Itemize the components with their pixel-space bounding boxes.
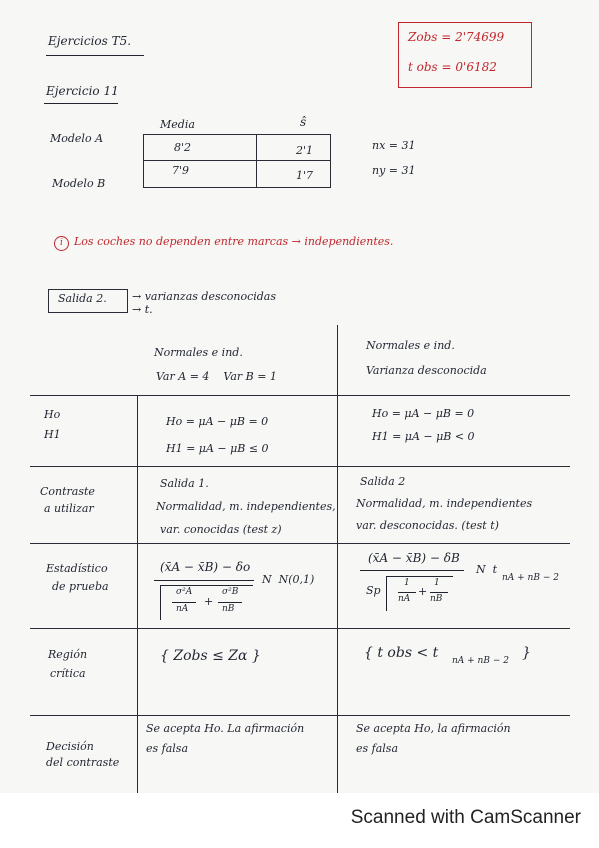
region-c1: { Zobs ≤ Zα } [160, 648, 261, 664]
stat-c2-distribution: N t [476, 563, 498, 576]
region-c2-close: } [522, 645, 531, 661]
region-label-1: Región [48, 648, 88, 661]
table-line-2 [30, 466, 570, 467]
stat-c2-f1-den: nA [398, 594, 411, 604]
stat-label-1: Estadístico [46, 562, 108, 575]
decision-c2-b: es falsa [356, 742, 399, 755]
heading-underline [46, 55, 144, 56]
stat-c1-n-b: nB [222, 604, 235, 614]
stat-c2-f2-num: 1 [434, 578, 440, 588]
col1-top-line1: Normales e ind. [154, 346, 243, 359]
decision-c1-b: es falsa [146, 742, 189, 755]
stat-c2-f2-bar [430, 592, 448, 593]
region-c2: { t obs < t [364, 645, 439, 661]
stat-c2-f1-num: 1 [404, 578, 410, 588]
stat-c1-sigma-b: σ²B [222, 587, 239, 597]
output-box-label: Salida 2. [58, 292, 107, 305]
hyp-c2-h1: H1 = μA − μB < 0 [372, 430, 475, 443]
col-media-header: Media [160, 118, 195, 131]
row-label-model-b: Modelo B [52, 177, 106, 190]
contrast-c2-a: Salida 2 [360, 475, 406, 488]
hyp-c2-h0: Ho = μA − μB = 0 [372, 407, 475, 420]
note-icon: i [54, 236, 69, 251]
col2-top-line2: Varianza desconocida [366, 364, 487, 377]
contrast-label-1: Contraste [40, 485, 95, 498]
page-heading: Ejercicios T5. [48, 34, 132, 48]
decision-c1-a: Se acepta Ho. La afirmación [146, 722, 305, 735]
decision-label-1: Decisión [46, 740, 94, 753]
stat-c2-df: nA + nB − 2 [502, 573, 559, 583]
s-b: 1'7 [296, 169, 314, 182]
region-label-2: crítica [50, 667, 86, 680]
stat-c1-sub-bar-a [172, 602, 196, 603]
table-line-4 [30, 628, 570, 629]
row-label-model-a: Modelo A [50, 132, 104, 145]
stat-c1-sigma-a: σ²A [176, 587, 193, 597]
decision-label-2: del contraste [46, 756, 120, 769]
region-c2-df: nA + nB − 2 [452, 656, 509, 666]
stat-c2-sp: Sp [366, 584, 381, 597]
contrast-c1-b: Normalidad, m. independientes, [156, 500, 336, 513]
nx-value: nx = 31 [372, 139, 416, 152]
contrast-c2-b: Normalidad, m. independientes [356, 497, 533, 510]
stat-c1-plus: + [204, 595, 214, 608]
col1-top-line2: Var A = 4 Var B = 1 [156, 370, 277, 383]
tobs-result: t obs = 0'6182 [408, 60, 497, 74]
stat-c1-sub-bar-b [218, 602, 242, 603]
stat-c1-numerator: (x̄A − x̄B) − δo [160, 560, 251, 574]
stat-c2-f1-bar [398, 592, 416, 593]
hyp-c1-h0: Ho = μA − μB = 0 [166, 415, 269, 428]
stat-c2-fraction-bar [360, 570, 464, 571]
exercise-title: Ejercicio 11 [46, 84, 119, 98]
s-a: 2'1 [296, 144, 314, 157]
decision-c2-a: Se acepta Ho, la afirmación [356, 722, 511, 735]
ny-value: ny = 31 [372, 164, 416, 177]
contrast-c1-c: var. conocidas (test z) [160, 523, 282, 536]
hyp-c1-h1: H1 = μA − μB ≤ 0 [166, 442, 269, 455]
hyp-label-h1: H1 [44, 428, 61, 441]
table-vertical-left [137, 396, 138, 793]
summary-table-midline [143, 160, 331, 161]
contrast-label-2: a utilizar [44, 502, 94, 515]
media-b: 7'9 [172, 164, 190, 177]
stat-c1-n-a: nA [176, 604, 189, 614]
col-s-header: ŝ [300, 115, 307, 129]
zobs-result: Zobs = 2'74699 [408, 30, 505, 44]
table-line-5 [30, 715, 570, 716]
stat-c2-plus: + [418, 585, 428, 598]
exercise-underline [44, 103, 118, 104]
output-arrow-text: → varianzas desconocidas → t. [132, 290, 277, 316]
stat-c2-f2-den: nB [430, 594, 443, 604]
contrast-c2-c: var. desconocidas. (test t) [356, 519, 499, 532]
summary-table-divider [256, 134, 257, 187]
contrast-c1-a: Salida 1. [160, 477, 209, 490]
scanner-watermark: Scanned with CamScanner [350, 807, 581, 828]
stat-c1-distribution: N N(0,1) [262, 573, 315, 586]
col2-top-line1: Normales e ind. [366, 339, 455, 352]
scanner-footer [0, 793, 599, 848]
stat-label-2: de prueba [52, 580, 109, 593]
media-a: 8'2 [174, 141, 192, 154]
table-line-1 [30, 395, 570, 396]
stat-c2-numerator: (x̄A − x̄B) − δB [368, 551, 460, 565]
hyp-label-h0: Ho [44, 408, 61, 421]
table-line-3 [30, 543, 570, 544]
independence-note: Los coches no dependen entre marcas → independientes. [74, 235, 394, 248]
stat-c1-fraction-bar [154, 580, 254, 581]
